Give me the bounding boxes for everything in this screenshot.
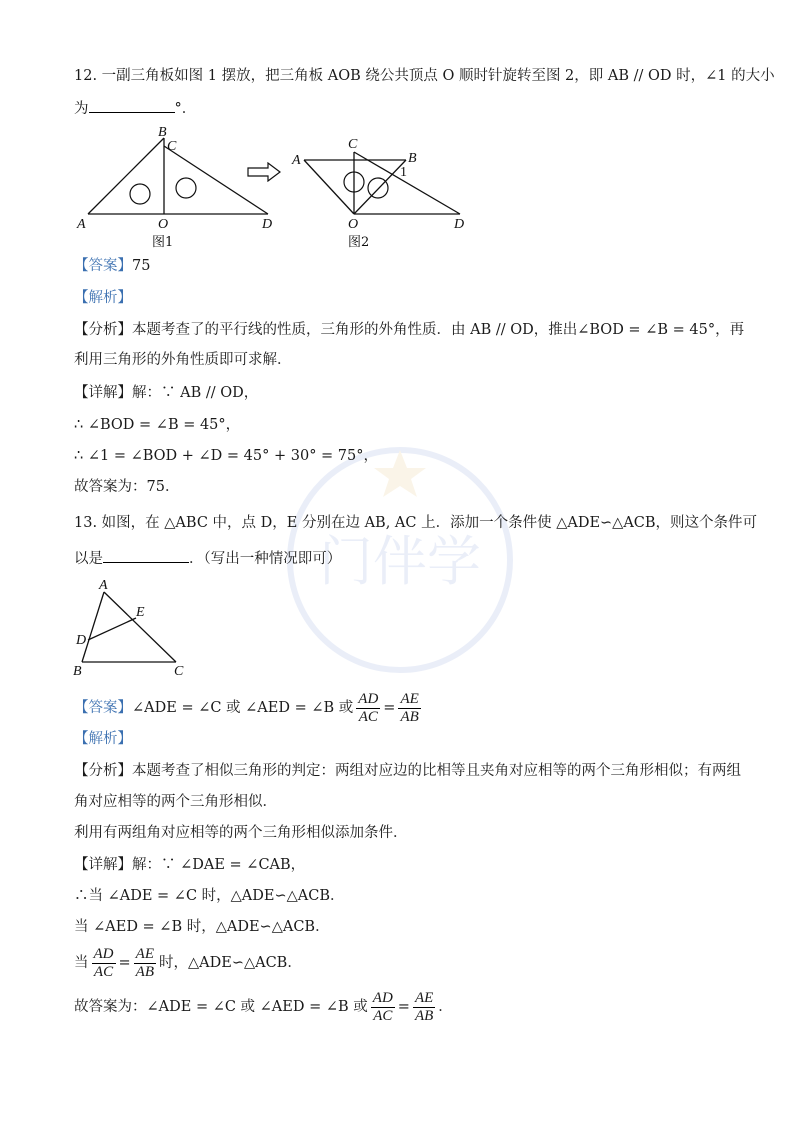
q13-detail-1: 解：∵ ∠DAE = ∠CAB，	[132, 857, 306, 873]
q12-detail-1: 解：∵ AB // OD，	[132, 385, 259, 401]
q12-answer	[74, 256, 150, 276]
q13-prefix: 以是	[74, 551, 103, 567]
q13-detail4-frac1: $\frac{AD}{AC}$	[93, 945, 114, 980]
fig1-caption: 图1	[152, 235, 174, 250]
fig2-caption: 图2	[348, 235, 370, 250]
analysis-label: 【分析】	[74, 322, 132, 338]
q12-detail-2: ∴ ∠BOD = ∠B = 45°，	[74, 417, 241, 433]
q12-analysis-line2: 利用三角形的外角性质即可求解．	[74, 352, 292, 368]
q12-figure1	[74, 126, 284, 250]
q12-stem-line2	[74, 98, 196, 119]
q13-answer-blank	[103, 548, 189, 563]
detail-label: 【详解】	[74, 385, 132, 401]
rotation-arrow-icon	[246, 162, 282, 182]
q12-figure2	[290, 134, 470, 252]
q13-final-frac2: $\frac{AE}{AB}$	[414, 989, 434, 1024]
q12-analysis-tag: 【解析】	[74, 290, 132, 306]
fig1-label-O: O	[158, 217, 169, 232]
q13-detail-4: 当 $\frac{AD}{AC}$ = $\frac{AE}{AB}$ 时，△ADE∽△ACB．	[74, 945, 302, 980]
q12-stem-line1: 12. 一副三角板如图 1 摆放，把三角板 AOB 绕公共顶点 O 顺时针旋转至图 2，即 AB // OD 时，∠1 的大小	[74, 68, 775, 84]
q13-detail-3: 当 ∠AED = ∠B 时，△ADE∽△ACB．	[74, 919, 330, 935]
q12-prefix: 为	[74, 101, 89, 117]
answer-tag: 【答案】	[74, 700, 132, 716]
q13-suffix: ．（写出一种情况即可）	[189, 551, 342, 567]
fig2-label-C: C	[348, 137, 358, 152]
watermark-text: 门伴学	[319, 530, 481, 593]
q13-answer: 【答案】 ∠ADE = ∠C 或 ∠AED = ∠B 或 $\frac{AD}{AC}$ = $\frac{AE}{AB}$	[74, 688, 424, 728]
q13-final: 故答案为：∠ADE = ∠C 或 ∠AED = ∠B 或 $\frac{AD}{AC}$ = $\frac{AE}{AB}$ ．	[74, 989, 453, 1024]
fig13-label-B: B	[73, 664, 82, 678]
q13-analysis	[74, 761, 741, 781]
answer-tag: 【答案】	[74, 258, 132, 274]
fig1-label-D: D	[262, 217, 273, 232]
q12-analysis-text: 本题考查了的平行线的性质，三角形的外角性质．由 AB // OD，推出∠BOD = ∠B = 45°，再	[132, 322, 745, 338]
q12-analysis	[74, 320, 744, 340]
analysis-label: 【分析】	[74, 763, 132, 779]
q13-detail-2: ∴当 ∠ADE = ∠C 时，△ADE∽△ACB．	[74, 888, 345, 904]
fig13-label-A: A	[99, 578, 108, 593]
fig2-label-O: O	[348, 217, 359, 232]
q13-answer-text: ∠ADE = ∠C 或 ∠AED = ∠B 或	[132, 700, 354, 716]
fig13-label-E: E	[136, 605, 145, 620]
q13-final-frac1: $\frac{AD}{AC}$	[372, 989, 393, 1024]
fig1-label-B: B	[158, 126, 167, 140]
q13-answer-frac2: $\frac{AE}{AB}$	[400, 690, 419, 725]
q12-final: 故答案为：75．	[74, 479, 180, 495]
q12-detail-3: ∴ ∠1 = ∠BOD + ∠D = 45° + 30° = 75°，	[74, 448, 379, 464]
q13-analysis-text: 本题考查了相似三角形的判定：两组对应边的比相等且夹角对应相等的两个三角形相似；有两组	[132, 763, 741, 779]
q12-detail	[74, 383, 258, 403]
q12-suffix: °．	[174, 101, 197, 117]
q13-detail4-frac2: $\frac{AE}{AB}$	[135, 945, 154, 980]
q13-analysis-tag: 【解析】	[74, 731, 132, 747]
fig2-label-angle1: 1	[400, 165, 407, 180]
q13-analysis-line3: 利用有两组角对应相等的两个三角形相似添加条件．	[74, 825, 408, 841]
q12-answer-blank	[89, 98, 175, 113]
q13-figure	[72, 576, 192, 678]
fig2-label-D: D	[454, 217, 465, 232]
q12-answer-value: 75	[132, 258, 151, 274]
q13-analysis-line2: 角对应相等的两个三角形相似．	[74, 794, 277, 810]
fig1-label-C: C	[167, 139, 177, 154]
q13-stem-line1: 13. 如图，在 △ABC 中，点 D，E 分别在边 AB, AC 上．添加一个条件使 △ADE∽△ACB，则这个条件可	[74, 515, 758, 531]
fig2-label-B: B	[408, 151, 417, 166]
q13-stem-line2	[74, 548, 341, 569]
fig1-label-A: A	[77, 217, 86, 232]
fig13-label-C: C	[174, 664, 184, 678]
q13-detail	[74, 855, 305, 875]
fig13-label-D: D	[76, 633, 87, 648]
fig2-label-A: A	[292, 153, 301, 168]
detail-label: 【详解】	[74, 857, 132, 873]
q13-answer-frac1: $\frac{AD}{AC}$	[358, 690, 379, 725]
